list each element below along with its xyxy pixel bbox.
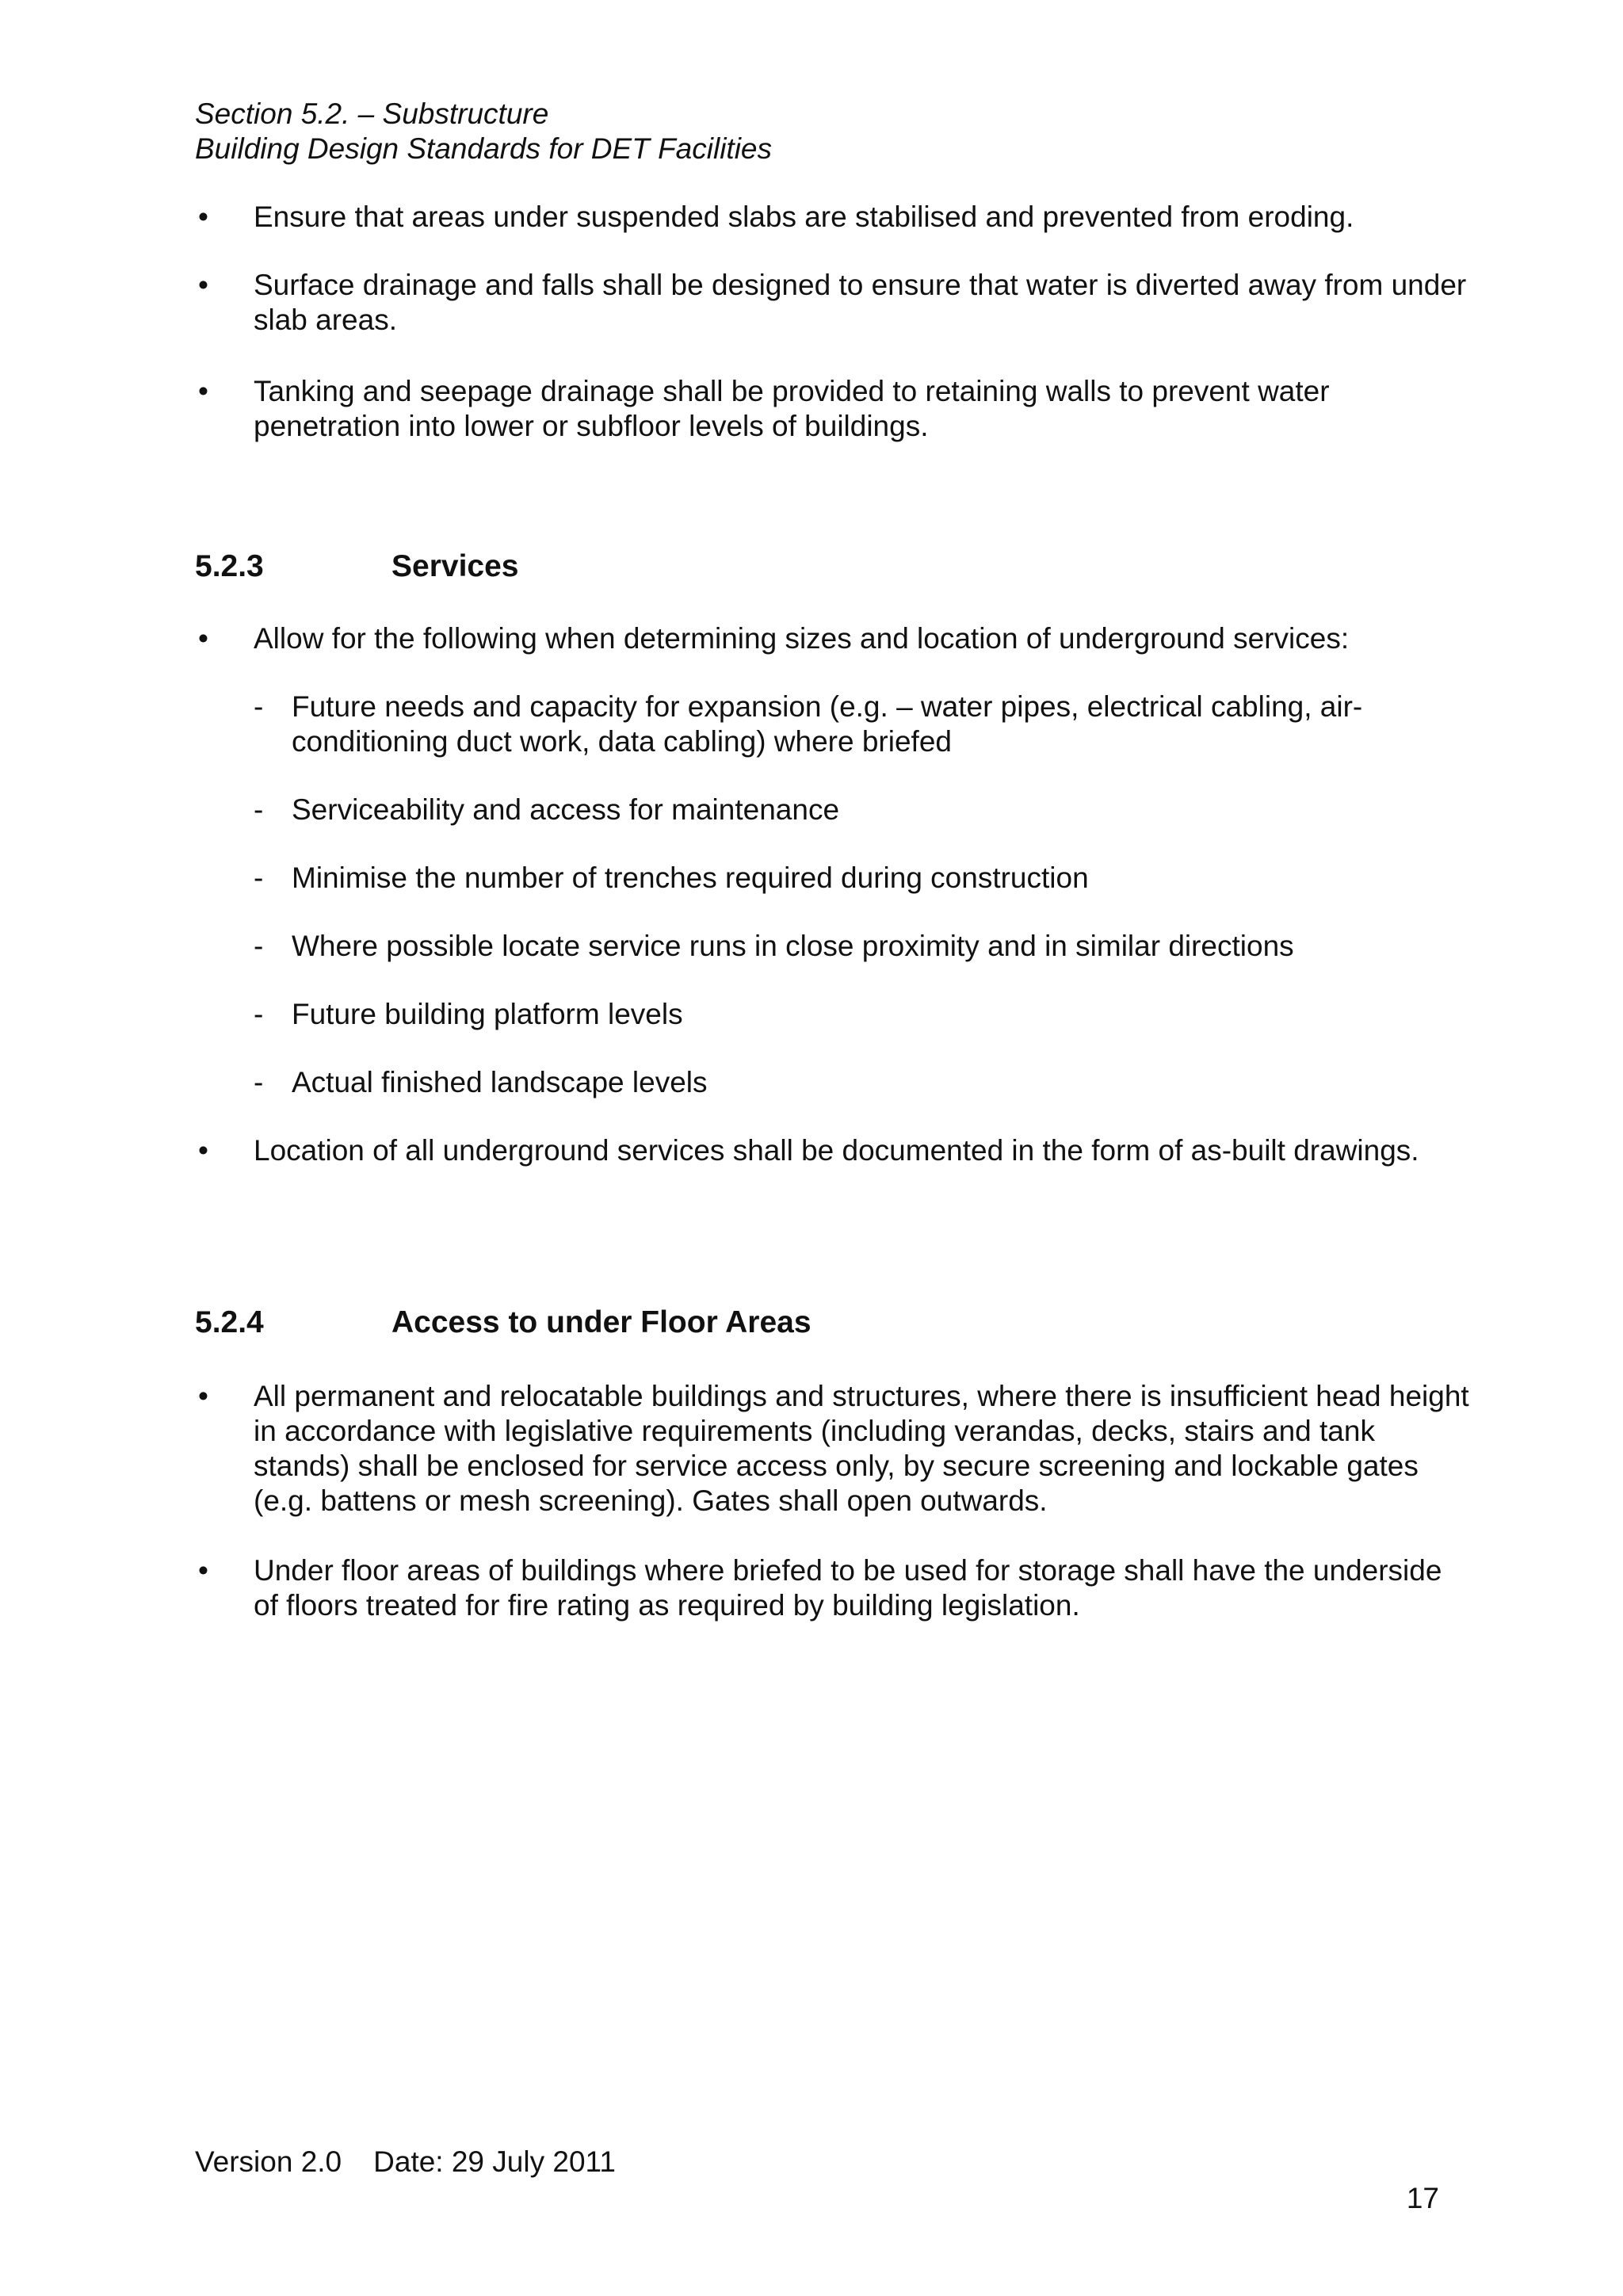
footer-date: Date: 29 July 2011 bbox=[373, 2145, 616, 2178]
list-item-text: All permanent and relocatable buildings and structures, where there is insufficient head height in accordance with legislative requirements (including verandas, decks, stairs and tank stands) shall be enclosed for service access only, by secure screening and lockable gates (e.g. battens or mesh screening). Gates shall open outwards. bbox=[254, 1380, 1469, 1517]
sub-list-item-text: Serviceability and access for maintenance bbox=[292, 793, 840, 826]
bullet-icon: • bbox=[198, 622, 208, 655]
dash-marker: - bbox=[254, 930, 264, 962]
list-item-text: Tanking and seepage drainage shall be provided to retaining walls to prevent water penetration into lower or subfloor levels of buildings. bbox=[254, 375, 1330, 442]
header-section: Section 5.2. – Substructure bbox=[195, 97, 549, 130]
list-item-text: Location of all underground services shall be documented in the form of as-built drawings. bbox=[254, 1134, 1419, 1167]
bullet-icon: • bbox=[198, 1134, 208, 1167]
bullet-icon: • bbox=[198, 1380, 208, 1412]
section-number: 5.2.3 bbox=[195, 549, 264, 583]
sub-list-item-text: Actual finished landscape levels bbox=[292, 1066, 708, 1098]
dash-marker: - bbox=[254, 793, 264, 826]
dash-marker: - bbox=[254, 998, 264, 1030]
bullet-icon: • bbox=[198, 1554, 208, 1587]
bullet-icon: • bbox=[198, 375, 208, 407]
bullet-icon: • bbox=[198, 269, 208, 301]
page-footer bbox=[195, 2145, 616, 2179]
dash-marker: - bbox=[254, 1066, 264, 1098]
sub-list-item-text: Where possible locate service runs in close proximity and in similar directions bbox=[292, 930, 1294, 962]
section-title: Access to under Floor Areas bbox=[391, 1305, 812, 1339]
bullet-icon: • bbox=[198, 201, 208, 233]
section-title: Services bbox=[391, 549, 519, 583]
sub-list-item-text: Future needs and capacity for expansion (e.g. – water pipes, electrical cabling, air-conditioning duct work, data cabling) where briefed bbox=[292, 690, 1363, 758]
sub-list-item-text: Future building platform levels bbox=[292, 998, 683, 1030]
list-item-text: Ensure that areas under suspended slabs are stabilised and prevented from eroding. bbox=[254, 201, 1354, 233]
dash-marker: - bbox=[254, 861, 264, 894]
sub-list-item-text: Minimise the number of trenches required during construction bbox=[292, 861, 1089, 894]
header-document-title: Building Design Standards for DET Facilities bbox=[195, 132, 772, 165]
list-item-text: Under floor areas of buildings where briefed to be used for storage shall have the underside of floors treated for fire rating as required by building legislation. bbox=[254, 1554, 1442, 1622]
running-header bbox=[195, 97, 772, 166]
dash-marker: - bbox=[254, 690, 264, 723]
page-number: 17 bbox=[1406, 2182, 1439, 2214]
section-number: 5.2.4 bbox=[195, 1305, 264, 1339]
list-item-text: Allow for the following when determining sizes and location of underground services: bbox=[254, 622, 1350, 655]
footer-version: Version 2.0 bbox=[195, 2145, 342, 2178]
list-item-text: Surface drainage and falls shall be designed to ensure that water is diverted away from under slab areas. bbox=[254, 269, 1467, 336]
